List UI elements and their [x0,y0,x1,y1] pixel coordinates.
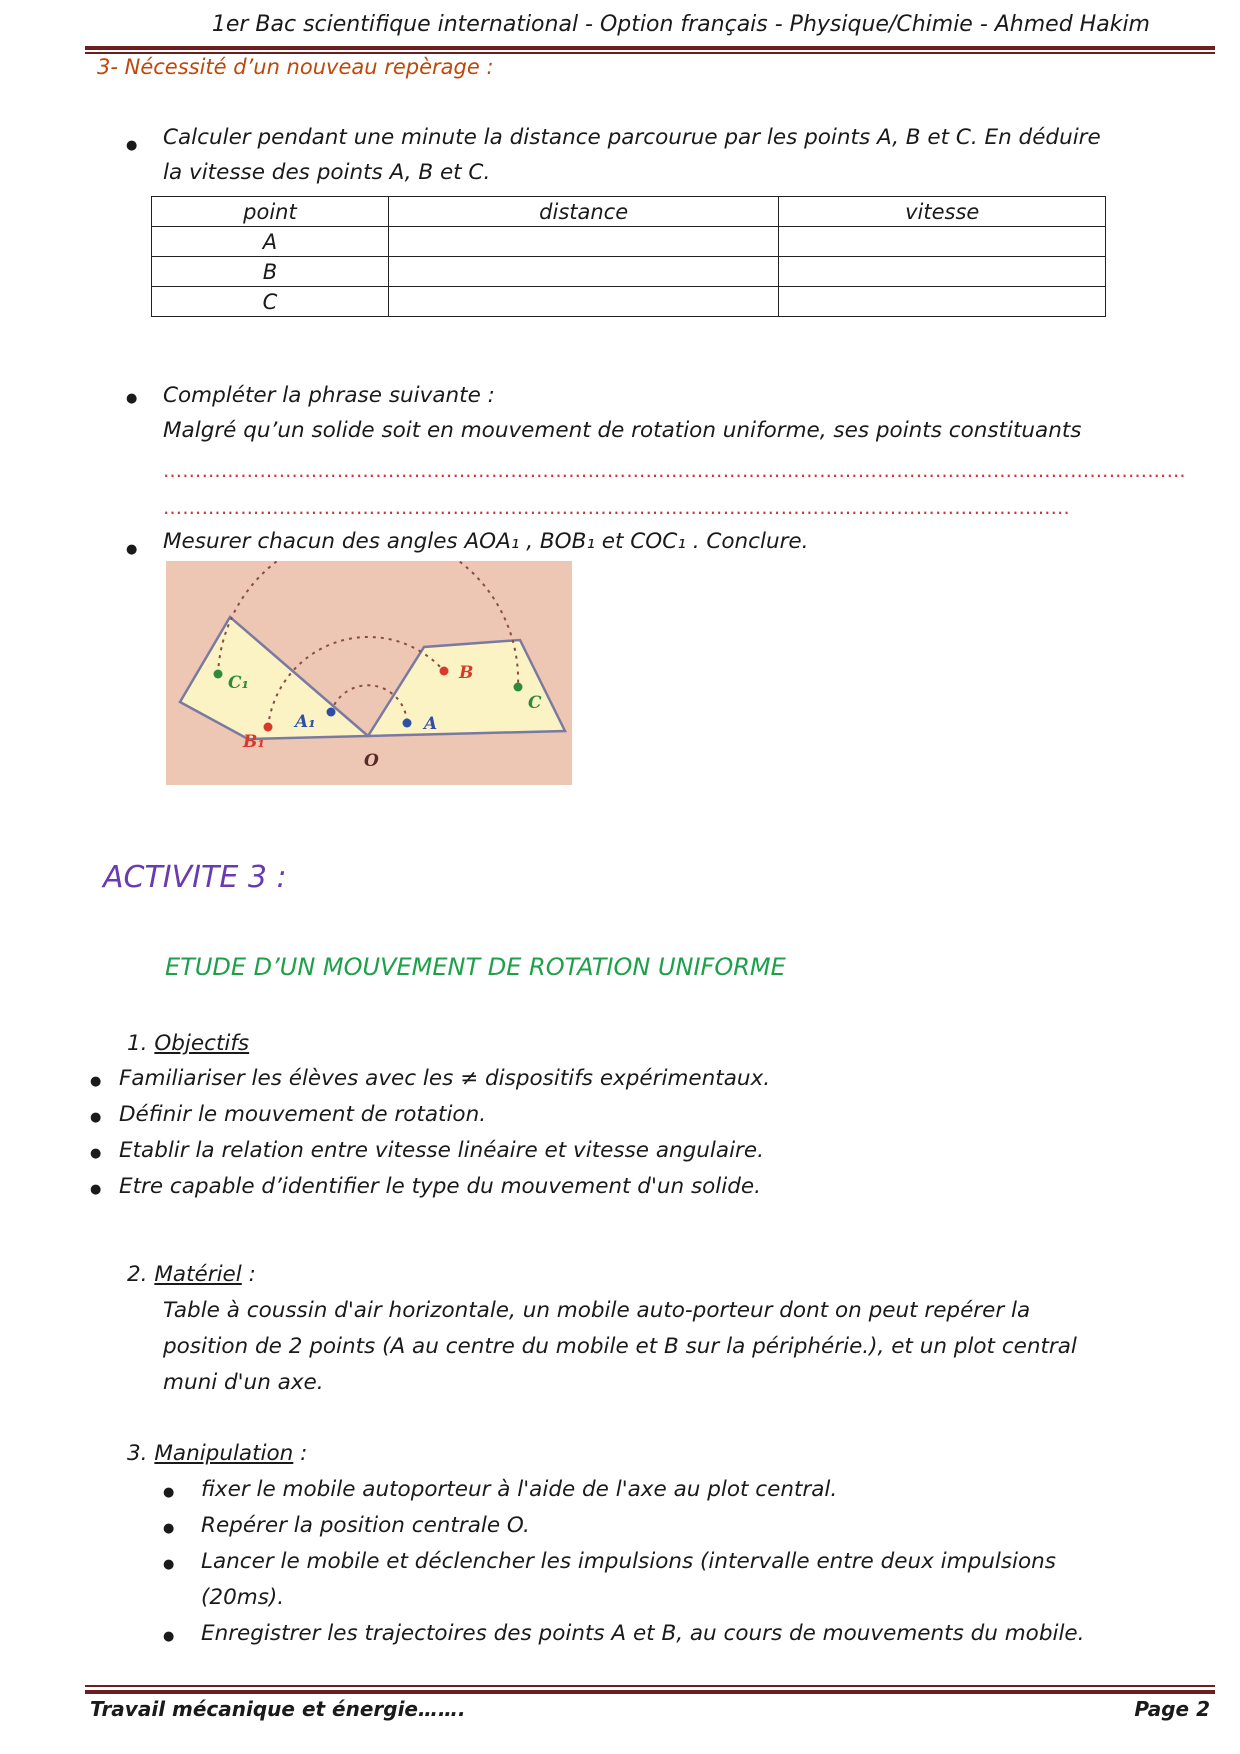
table-header-point: point [152,197,389,227]
bullet-icon: ● [90,1146,102,1161]
table-cell-distance[interactable] [388,257,779,287]
manipulation-label: Manipulation [154,1441,294,1466]
page-number: Page 2 [1134,1697,1210,1721]
table-row [152,227,1106,257]
label-c1: C₁ [228,673,249,693]
table-cell-vitesse[interactable] [779,287,1106,317]
header-rule [85,46,1215,50]
manipulation-item: Repérer la position centrale O. [201,1513,530,1538]
bullet-icon: ● [126,391,138,406]
point-c1 [214,670,223,679]
bullet2-line2: Malgré qu’un solide soit en mouvement de rotation uniforme, ses points constituants [163,418,1082,443]
bullet-icon: ● [163,1485,175,1500]
point-c [514,683,523,692]
table-header-distance: distance [388,197,779,227]
label-c: C [528,693,542,713]
table-header-row [152,197,1106,227]
bullet-icon: ● [163,1629,175,1644]
manipulation-suffix: : [293,1441,308,1466]
materiel-label: Matériel [154,1262,242,1287]
rotation-figure [166,561,572,785]
bullet-icon: ● [163,1521,175,1536]
activity-title: ACTIVITE 3 : [103,860,287,895]
point-a1 [327,708,336,717]
table-cell-point: A [152,227,389,257]
objective-item: Etre capable d’identifier le type du mouvement d'un solide. [119,1174,761,1199]
fill-in-dots-1[interactable]: …………………………………………………………………………………………………………………………………………… [163,460,1186,482]
materiel-line: muni d'un axe. [163,1370,324,1395]
materiel-number: 2. [127,1262,148,1287]
header-rule-thin [85,52,1215,54]
manipulation-item: fixer le mobile autoporteur à l'aide de l'axe au plot central. [201,1477,838,1502]
footer-title: Travail mécanique et énergie……. [90,1697,466,1721]
objective-item: Familiariser les élèves avec les ≠ dispositifs expérimentaux. [119,1066,771,1091]
bullet1-line1: Calculer pendant une minute la distance parcourue par les points A, B et C. En déduire [163,125,1101,150]
label-a: A [424,714,438,734]
bullet2-line1: Compléter la phrase suivante : [163,383,495,408]
activity-subtitle: ETUDE D’UN MOUVEMENT DE ROTATION UNIFORME [165,953,786,981]
manipulation-heading [127,1441,307,1466]
section-heading: 3- Nécessité d’un nouveau repèrage : [97,55,494,79]
materiel-heading [127,1262,256,1287]
page-header-title: 1er Bac scientifique international - Option français - Physique/Chimie - Ahmed Hakim [211,12,1150,37]
table-cell-point: B [152,257,389,287]
objectives-heading [127,1031,249,1056]
manipulation-item-continued: (20ms). [201,1585,285,1610]
objective-item: Etablir la relation entre vitesse linéaire et vitesse angulaire. [119,1138,764,1163]
bullet1-line2: la vitesse des points A, B et C. [163,160,491,185]
speed-table [151,196,1106,317]
table-row [152,287,1106,317]
bullet-icon: ● [163,1557,175,1572]
materiel-suffix: : [241,1262,256,1287]
bullet3-text: Mesurer chacun des angles AOA₁ , BOB₁ et COC₁ . Conclure. [163,529,809,554]
bullet-icon: ● [126,542,138,557]
point-b [440,667,449,676]
footer-rule [85,1690,1215,1694]
point-b1 [264,723,273,732]
manipulation-item: Enregistrer les trajectoires des points A et B, au cours de mouvements du mobile. [201,1621,1085,1646]
table-cell-vitesse[interactable] [779,257,1106,287]
manipulation-number: 3. [127,1441,148,1466]
bullet-icon: ● [90,1110,102,1125]
point-a [403,719,412,728]
table-cell-vitesse[interactable] [779,227,1106,257]
objectives-number: 1. [127,1031,148,1056]
table-header-vitesse: vitesse [779,197,1106,227]
bullet-icon: ● [126,138,138,153]
table-cell-point: C [152,287,389,317]
materiel-line: position de 2 points (A au centre du mobile et B sur la périphérie.), et un plot central [163,1334,1077,1359]
manipulation-item: Lancer le mobile et déclencher les impulsions (intervalle entre deux impulsions [201,1549,1057,1574]
table-row [152,257,1106,287]
label-b: B [459,663,474,683]
objectives-label: Objectifs [154,1031,250,1056]
footer-rule-thin [85,1685,1215,1687]
table-cell-distance[interactable] [388,287,779,317]
table-cell-distance[interactable] [388,227,779,257]
bullet-icon: ● [90,1074,102,1089]
label-a1: A₁ [295,712,316,732]
label-o: O [364,751,379,771]
objective-item: Définir le mouvement de rotation. [119,1102,487,1127]
fill-in-dots-2[interactable]: …………………………………………………………………………………………………………………………... [163,497,1070,519]
materiel-line: Table à coussin d'air horizontale, un mobile auto-porteur dont on peut repérer la [163,1298,1031,1323]
label-b1: B₁ [243,732,265,752]
bullet-icon: ● [90,1182,102,1197]
